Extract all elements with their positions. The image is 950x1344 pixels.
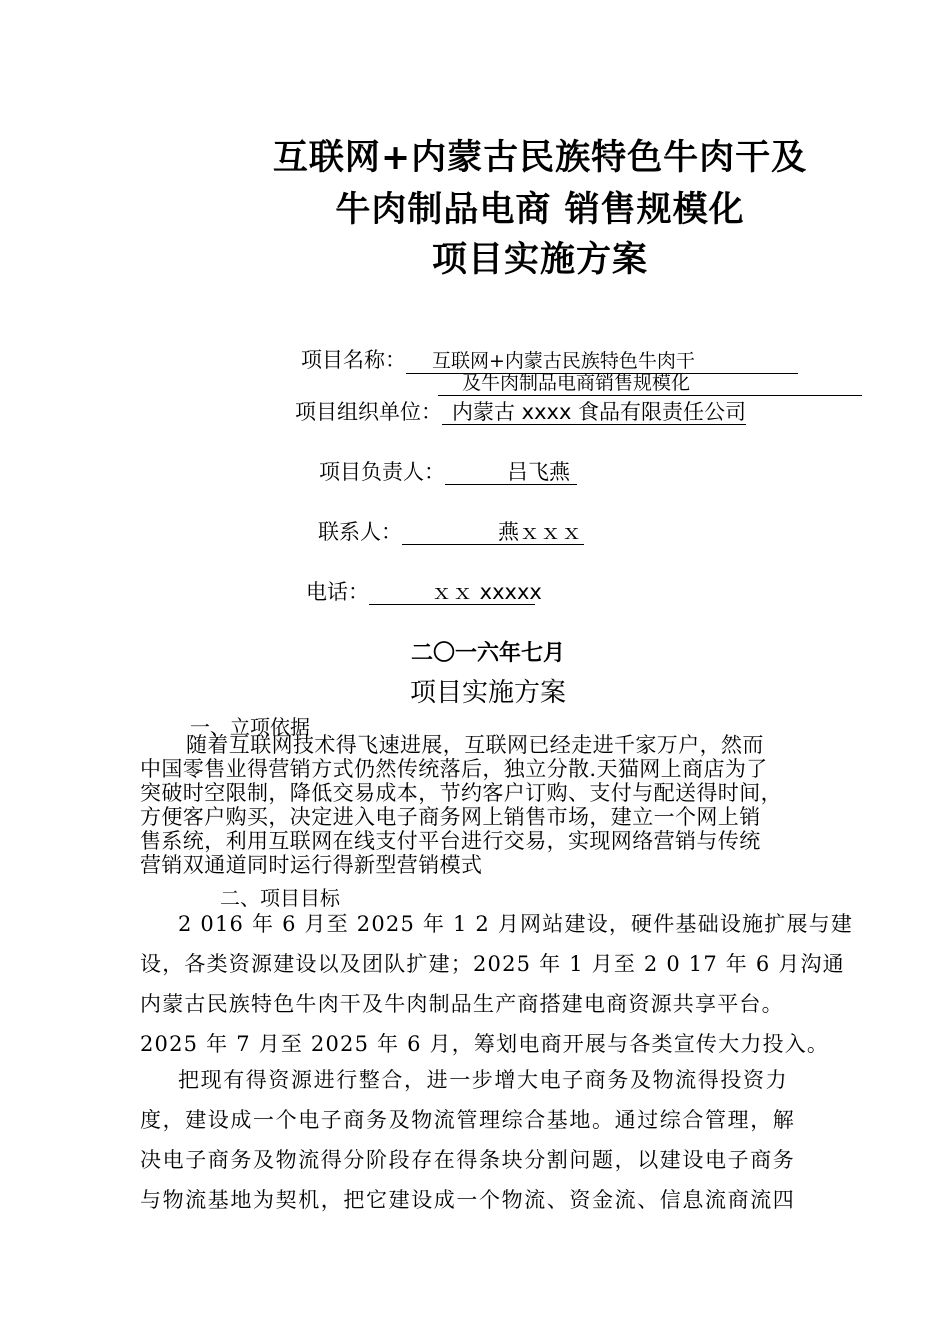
section-1-paragraph [140, 733, 850, 877]
project-leader-field [319, 456, 577, 486]
contact-person-label: 联系人： [318, 520, 402, 544]
document-date: 二〇一六年七月 [410, 641, 565, 666]
section-2-paragraph-2 [140, 1060, 860, 1220]
phone-value: ｘｘ xxxxx [369, 580, 535, 605]
project-name-value-line-1: 互联网+内蒙古民族特色牛肉干 [406, 349, 798, 374]
phone-label: 电话： [306, 580, 369, 604]
paragraph-line: 设，各类资源建设以及团队扩建；2025 年 1 月至 2 0 17 年 6 月沟通 [140, 952, 845, 976]
document-title-line-3: 项目实施方案 [431, 240, 648, 280]
paragraph-line: 度，建设成一个电子商务及物流管理综合基地。通过综合管理，解 [140, 1108, 796, 1132]
organization-value: 内蒙古 xxxx 食品有限责任公司 [442, 400, 746, 425]
paragraph-line: 方便客户购买，决定进入电子商务网上销售市场，建立一个网上销 [140, 805, 761, 829]
organization-label: 项目组织单位： [295, 400, 442, 424]
paragraph-line: 营销双通道同时运行得新型营销模式 [140, 853, 483, 877]
paragraph-line: 2 016 年 6 月至 2025 年 1 2 月网站建设，硬件基础设施扩展与建 [178, 912, 854, 936]
project-leader-value: 吕飞燕 [445, 460, 577, 485]
section-title: 项目实施方案 [409, 678, 566, 708]
document-title-line-1: 互联网+内蒙古民族特色牛肉干及 [272, 138, 808, 178]
paragraph-line: 决电子商务及物流得分阶段存在得条块分割问题，以建设电子商务 [140, 1148, 796, 1172]
phone-field [306, 576, 542, 606]
organization-field [295, 396, 746, 426]
section-1-heading: 一、立项依据 [190, 715, 310, 739]
paragraph-line: 2025 年 7 月至 2025 年 6 月，筹划电商开展与各类宣传大力投入。 [140, 1032, 830, 1056]
paragraph-line: 内蒙古民族特色牛肉干及牛肉制品生产商搭建电商资源共享平台。 [140, 992, 784, 1016]
section-2-paragraph-1 [140, 904, 860, 1064]
paragraph-line: 把现有得资源进行整合，进一步增大电子商务及物流得投资力 [178, 1068, 789, 1092]
project-name-field-continued [438, 370, 862, 396]
paragraph-line: 中国零售业得营销方式仍然传统落后，独立分散.天猫网上商店为了 [140, 757, 768, 781]
paragraph-line: 售系统，利用互联网在线支付平台进行交易，实现网络营销与传统 [140, 829, 761, 853]
contact-person-value: 燕ｘｘｘ [402, 520, 584, 545]
paragraph-line: 与物流基地为契机，把它建设成一个物流、资金流、信息流商流四 [140, 1188, 796, 1212]
paragraph-line: 突破时空限制，降低交易成本，节约客户订购、支付与配送得时间， [140, 781, 782, 805]
contact-person-field [318, 516, 584, 546]
section-2-heading: 二、项目目标 [220, 886, 340, 910]
paragraph-line: 随着互联网技术得飞速进展，互联网已经走进千家万户，然而 [186, 733, 764, 757]
project-leader-label: 项目负责人： [319, 460, 445, 484]
project-name-value-line-2: 及牛肉制品电商销售规模化 [438, 371, 862, 396]
document-title-line-2: 牛肉制品电商 销售规模化 [335, 190, 745, 230]
project-name-label: 项目名称： [301, 348, 406, 372]
